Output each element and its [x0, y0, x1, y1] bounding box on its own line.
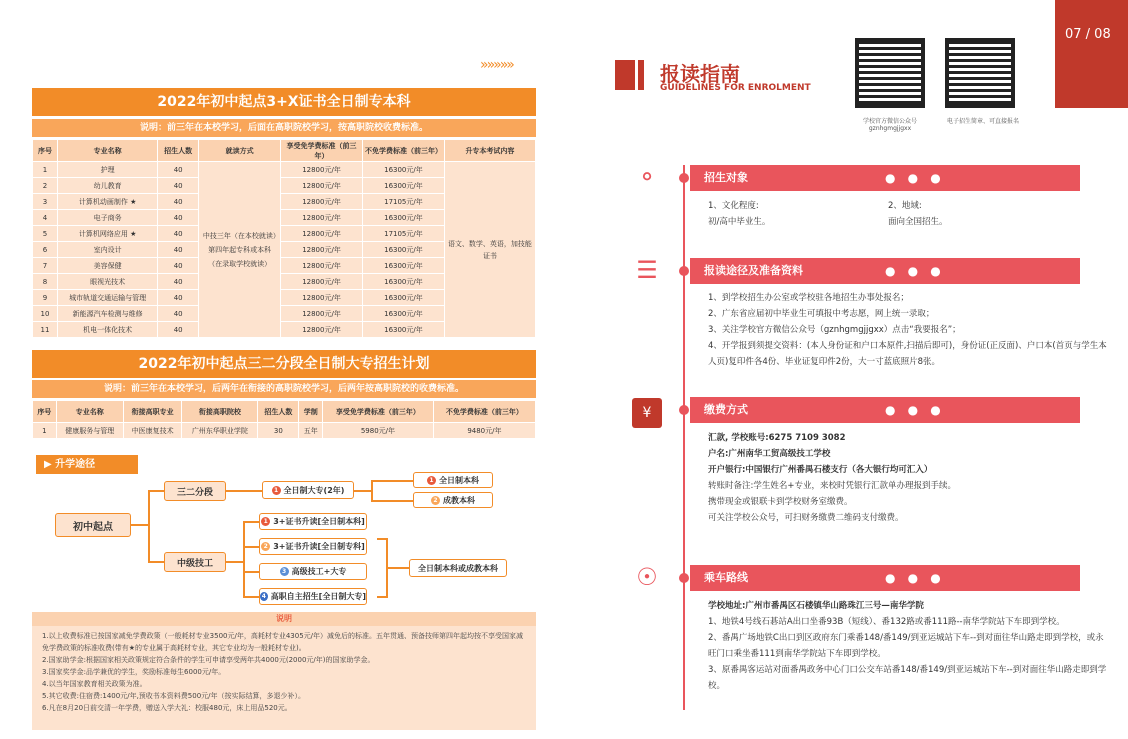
table-cell: 40 — [158, 322, 199, 338]
path-branch-2: 中级技工 — [164, 552, 226, 572]
list-item: 转账时备注:学生姓名+专业，来校时凭银行汇款单办理报到手续。 — [708, 481, 956, 491]
table1 — [32, 139, 536, 338]
table-cell: 40 — [158, 162, 199, 178]
page-title: 报读指南 — [660, 62, 740, 86]
table-cell: 五年 — [299, 423, 323, 439]
section2-body — [708, 290, 1108, 370]
qr1-label: 学校官方微信公众号 gznhgmgjjgxx — [862, 118, 917, 132]
table-cell: 12800元/年 — [281, 210, 363, 226]
note-item: 2.国家助学金:根据国家相关政策规定符合条件的学生可申请享受两年共4000元(2000元/年)的国家助学金。 — [42, 656, 375, 664]
table-cell: 12800元/年 — [281, 274, 363, 290]
list-item: 2、番禺广场地铁C出口到区政府东门乘番148/番149/到亚运城站下车--到对面往华山路走即到学校，或永旺门口乘坐番111到南华学院站下车即到学校。 — [708, 633, 1104, 659]
table-cell: 12800元/年 — [281, 162, 363, 178]
table-cell: 16300元/年 — [362, 162, 444, 178]
list-item: 1、到学校招生办公室或学校驻各地招生办事处报名； — [708, 293, 909, 303]
table-cell: 眼视光技术 — [58, 274, 158, 290]
table-cell: 16300元/年 — [362, 242, 444, 258]
chevrons: »»»»» — [480, 57, 513, 73]
table-cell: 2 — [33, 178, 58, 194]
path-b2-opt3: 3 高级技工+大专 — [259, 563, 367, 580]
note-item: 6.凡在8月20日前交清一年学费，赠送入学大礼：校服480元，床上用品520元。 — [42, 704, 292, 712]
table2-header: 衔接高职专业 — [123, 401, 182, 423]
table-cell: 6 — [33, 242, 58, 258]
title-bar-icon2 — [638, 60, 644, 90]
layers-icon: ☰ — [636, 256, 658, 284]
table-cell: 9 — [33, 290, 58, 306]
note-item: 5.其它收费:住宿费:1400元/年,预收书本资料费500元/年（按实际结算，多退少补）。 — [42, 692, 306, 700]
list-item: 户名:广州南华工贸高级技工学校 — [708, 449, 831, 459]
table-cell: 12800元/年 — [281, 290, 363, 306]
table2-header: 衔接高职院校 — [182, 401, 258, 423]
table-cell: 16300元/年 — [362, 258, 444, 274]
school-address: 学校地址:广州市番禺区石楼镇华山路珠江三号—南华学院 — [708, 601, 924, 611]
yuan-icon: ¥ — [632, 398, 662, 428]
table-cell: 16300元/年 — [362, 322, 444, 338]
notes-panel — [32, 612, 536, 730]
table-row — [33, 162, 536, 178]
section-enrollment-target: 招生对象 ● ● ● — [690, 165, 1080, 191]
list-item: 3、原番禺客运站对面番禺政务中心门口公交车站番148/番149/到亚运城站下车--到对面往华山路走即到学校。 — [708, 665, 1107, 691]
table-cell: 3 — [33, 194, 58, 210]
list-item: 4、开学报到须提交资料：(本人身份证和户口本原件,扫描后即可)，身份证(正反面)、户口本(首页与学生本人页)复印件各4份、毕业证复印件2份，大一寸蓝底照片8张。 — [708, 341, 1107, 367]
list-item: 携带现金或银联卡到学校财务室缴费。 — [708, 497, 853, 507]
table2-header: 序号 — [33, 401, 57, 423]
table-cell: 室内设计 — [58, 242, 158, 258]
table-cell: 40 — [158, 306, 199, 322]
list-item: 汇款, 学校账号:6275 7109 3082 — [708, 433, 846, 443]
timeline — [683, 165, 685, 710]
path-title-tag: ▶ 升学途径 — [36, 455, 138, 474]
table-cell: 10 — [33, 306, 58, 322]
table-cell: 美容保健 — [58, 258, 158, 274]
notes-list — [32, 626, 536, 718]
table-cell: 中医康复技术 — [123, 423, 182, 439]
path-b2-opt1: 1 3+证书升读[全日制本科] — [259, 513, 367, 530]
table-cell: 11 — [33, 322, 58, 338]
table-cell: 9480元/年 — [433, 423, 535, 439]
table-cell: 40 — [158, 274, 199, 290]
table2-subtitle: 说明：前三年在本校学习，后两年在衔接的高职院校学习，后两年按高职院校的收费标准。 — [32, 380, 536, 398]
table-cell: 城市轨道交通运输与管理 — [58, 290, 158, 306]
table-cell: 计算机网络应用 ★ — [58, 226, 158, 242]
section-transport: 乘车路线 ● ● ● — [690, 565, 1080, 591]
table-cell: 16300元/年 — [362, 306, 444, 322]
table-cell: 广州东华职业学院 — [182, 423, 258, 439]
table2-header: 学制 — [299, 401, 323, 423]
location-icon: ☉ — [636, 563, 658, 591]
table1-header: 就读方式 — [199, 140, 281, 162]
table-cell: 30 — [258, 423, 299, 439]
table-cell: 16300元/年 — [362, 178, 444, 194]
table-cell: 12800元/年 — [281, 322, 363, 338]
path-root: 初中起点 — [55, 513, 131, 537]
table-cell: 12800元/年 — [281, 258, 363, 274]
section-application: 报读途径及准备资料 ● ● ● — [690, 258, 1080, 284]
qr2-label: 电子招生简章、可直接报名 — [946, 118, 1019, 125]
table-cell: 机电一体化技术 — [58, 322, 158, 338]
table-cell: 7 — [33, 258, 58, 274]
table-cell: 12800元/年 — [281, 226, 363, 242]
notes-title: 说明 — [32, 612, 536, 626]
table-cell: 12800元/年 — [281, 242, 363, 258]
table-cell: 40 — [158, 194, 199, 210]
table-cell: 5 — [33, 226, 58, 242]
table-cell: 40 — [158, 210, 199, 226]
list-item: 可关注学校公众号，可扫财务缴费二维码支付缴费。 — [708, 513, 904, 523]
table1-title: 2022年初中起点3+X证书全日制专本科 — [32, 88, 536, 116]
list-item: 开户银行:中国银行广州番禺石楼支行（各大银行均可汇入） — [708, 465, 933, 475]
section3-body — [708, 430, 1108, 526]
table1-header: 升专本考试内容 — [444, 140, 535, 162]
people-icon: ⚬ — [636, 163, 658, 191]
table-cell: 40 — [158, 290, 199, 306]
note-item: 4.以当年国家教育相关政策为准。 — [42, 680, 147, 688]
path-b2-opt4: 4 高职自主招生[全日制大专] — [259, 588, 367, 605]
list-item: 3、关注学校官方微信公众号（gznhgmgjjgxx）点击“我要报名”； — [708, 325, 961, 335]
note-item: 1.以上收费标准已按国家减免学费政策（一般耗材专业3500元/年，高耗材专业4305元/年）减免后的标准。五年贯通、预备技师第四年起均按不享受国家减免学费政策的标准收费(带有★的专业属于高耗材专业，其它专业均为一般耗材专业)。 — [42, 632, 524, 652]
title-bar-icon — [615, 60, 635, 90]
section1-body: 1、文化程度: 初/高中毕业生。 2、地域: 面向全国招生。 — [708, 201, 948, 227]
table-cell: 12800元/年 — [281, 178, 363, 194]
table1-header: 专业名称 — [58, 140, 158, 162]
table-cell: 12800元/年 — [281, 194, 363, 210]
qr-code-2 — [945, 38, 1015, 108]
page-number-tab: 07 / 08 — [1055, 0, 1128, 108]
table-cell: 17105元/年 — [362, 194, 444, 210]
table1-mode: 中技三年（在本校就读）第四年起专科或本科（在录取学校就读） — [199, 162, 281, 338]
table-cell: 12800元/年 — [281, 306, 363, 322]
table1-header: 享受免学费标准（前三年） — [281, 140, 363, 162]
table1-header: 不免学费标准（前三年） — [362, 140, 444, 162]
table-cell: 1 — [33, 162, 58, 178]
table-cell: 17105元/年 — [362, 226, 444, 242]
table-cell: 8 — [33, 274, 58, 290]
table-row — [33, 423, 536, 439]
table-cell: 16300元/年 — [362, 290, 444, 306]
page-title-en: GUIDELINES FOR ENROLMENT — [660, 83, 811, 93]
table-cell: 40 — [158, 178, 199, 194]
path-r2: 2 成教本科 — [413, 492, 493, 508]
path-b1-option: 1 全日制大专(2年) — [262, 481, 354, 499]
path-b2-opt2: 2 3+证书升读[全日制专科] — [259, 538, 367, 555]
table-cell: 电子商务 — [58, 210, 158, 226]
table-cell: 16300元/年 — [362, 274, 444, 290]
table1-subtitle: 说明：前三年在本校学习，后面在高职院校学习，按高职院校收费标准。 — [32, 119, 536, 137]
list-item: 1、地铁4号线石碁站A出口坐番93B（短线）、番132路或番111路--南华学院站下车即到学校。 — [708, 617, 1065, 627]
table2-title: 2022年初中起点三二分段全日制大专招生计划 — [32, 350, 536, 378]
path-branch-1: 三二分段 — [164, 481, 226, 501]
table-cell: 幼儿教育 — [58, 178, 158, 194]
table-cell: 40 — [158, 258, 199, 274]
section4-body — [708, 598, 1108, 694]
qr-code-1 — [855, 38, 925, 108]
section-payment: 缴费方式 ● ● ● — [690, 397, 1080, 423]
table2-header: 不免学费标准（前三年） — [433, 401, 535, 423]
table2-header: 享受免学费标准（前三年） — [323, 401, 434, 423]
list-item: 2、广东省应届初中毕业生可填报中考志愿，网上统一录取； — [708, 309, 935, 319]
table2-header: 招生人数 — [258, 401, 299, 423]
table-cell: 40 — [158, 226, 199, 242]
table2 — [32, 400, 536, 439]
table-cell: 计算机动画制作 ★ — [58, 194, 158, 210]
table2-header: 专业名称 — [56, 401, 123, 423]
path-title: 升学途径 — [55, 459, 96, 470]
table-cell: 4 — [33, 210, 58, 226]
path-r1: 1 全日制本科 — [413, 472, 493, 488]
table-cell: 1 — [33, 423, 57, 439]
table-cell: 40 — [158, 242, 199, 258]
table-cell: 护理 — [58, 162, 158, 178]
table1-header: 序号 — [33, 140, 58, 162]
table-cell: 健康服务与管理 — [56, 423, 123, 439]
table-cell: 16300元/年 — [362, 210, 444, 226]
table-cell: 5980元/年 — [323, 423, 434, 439]
table1-exam: 语文、数学、英语，加技能证书 — [444, 162, 535, 338]
note-item: 3.国家奖学金:品学兼优的学生，奖励标准每生6000元/年。 — [42, 668, 226, 676]
path-r3: 全日制本科或成教本科 — [409, 559, 507, 577]
table-cell: 新能源汽车检测与维修 — [58, 306, 158, 322]
table1-header: 招生人数 — [158, 140, 199, 162]
